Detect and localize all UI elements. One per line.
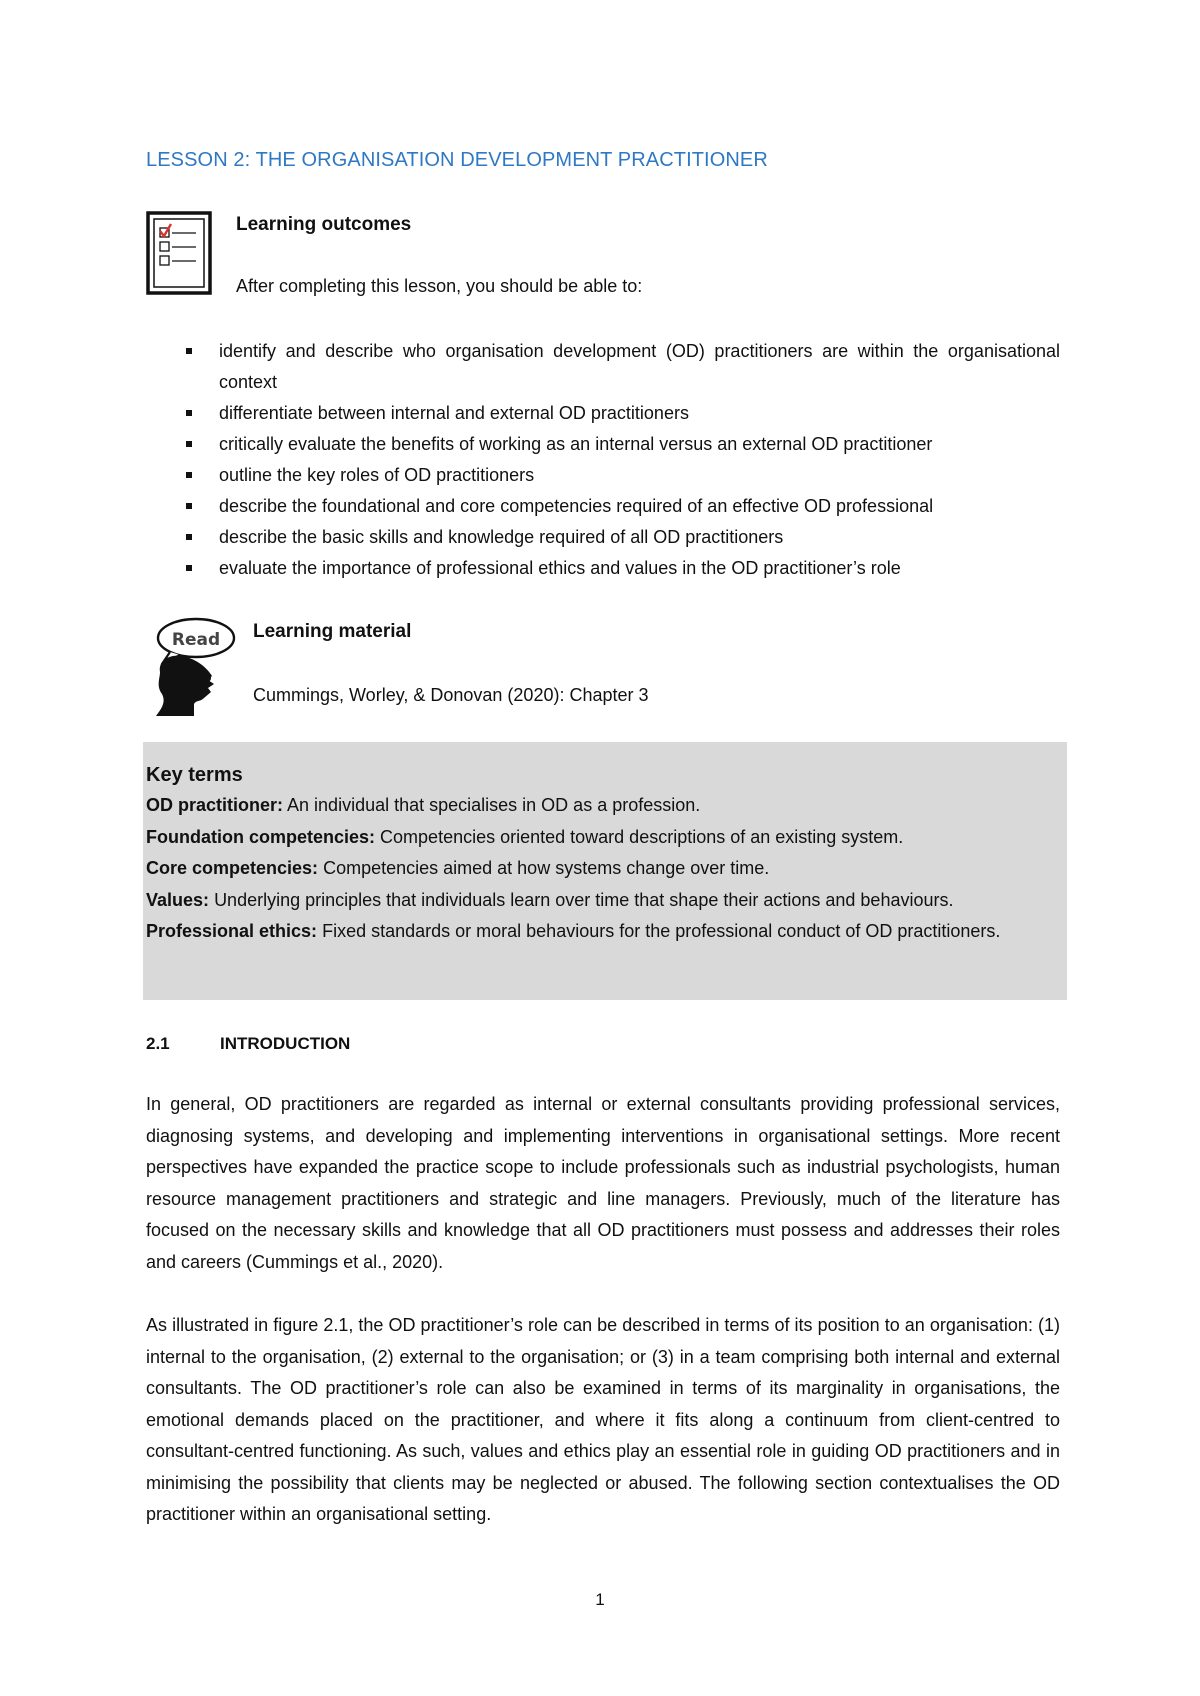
bullet-icon [186, 534, 192, 540]
paragraph: As illustrated in figure 2.1, the OD practitioner’s role can be described in terms of its position to an organisation: (1) internal to the organisation, (2) external to the organisation; or (3) in a team comprising both internal and external consultants. The OD practitioner’s role can also be examined in terms of its marginality in organisations, the emotional demands placed on the practitioner, and where it fits along a continuum from client-centred to consultant-centred functioning. As such, values and ethics play an essential role in guiding OD practitioners and in minimising the possibility that clients may be neglected or abused. The following section contextualises the OD practitioner within an organisational setting. [146, 1315, 1060, 1524]
key-term-name: Core competencies: [146, 858, 319, 878]
key-term [146, 916, 1063, 948]
list-item: describe the basic skills and knowledge required of all OD practitioners [146, 522, 1060, 553]
key-term-definition: An individual that specialises in OD as a profession. [287, 795, 701, 815]
list-item: critically evaluate the benefits of working as an internal versus an external OD practitioner [146, 429, 1060, 460]
key-term-definition: Competencies oriented toward descriptions of an existing system. [380, 826, 904, 847]
key-term [146, 885, 1063, 917]
checklist-icon [146, 211, 212, 295]
paragraph: In general, OD practitioners are regarded as internal or external consultants providing professional services, diagnosing systems, and developing and implementing interventions in organisational settings. More recent perspectives have expanded the practice scope to include professionals such as industrial psychologists, human resource management practitioners and strategic and line managers. Previously, much of the literature has focused on the necessary skills and knowledge that all OD practitioners must possess and addresses their roles and careers (Cummings et al., 2020). [146, 1094, 1060, 1272]
learning-material-reference: Cummings, Worley, & Donovan (2020): Chapter 3 [253, 685, 649, 705]
key-term-name: Values: [146, 889, 210, 910]
section-number: 2.1 [146, 1034, 170, 1053]
learning-outcomes-heading: Learning outcomes [236, 214, 412, 235]
bullet-icon [186, 441, 192, 447]
key-term-name: Professional ethics: [146, 921, 318, 941]
key-terms-heading: Key terms [146, 764, 243, 786]
learning-material-heading: Learning material [253, 621, 412, 642]
key-term-name: Foundation competencies: [146, 826, 376, 847]
page-number: 1 [595, 1590, 605, 1609]
list-item: describe the foundational and core competencies required of an effective OD professional [146, 491, 1060, 522]
key-term [146, 822, 1063, 854]
key-term [146, 790, 1063, 822]
list-item: evaluate the importance of professional ethics and values in the OD practitioner’s role [146, 553, 1060, 584]
key-term-definition: Fixed standards or moral behaviours for the professional conduct of OD practitioners. [322, 921, 1001, 941]
bullet-icon [186, 503, 192, 509]
list-item: differentiate between internal and external OD practitioners [146, 398, 1060, 429]
bullet-icon [186, 565, 192, 571]
list-item: outline the key roles of OD practitioners [146, 460, 1060, 491]
section-heading [146, 1034, 350, 1054]
section-title: INTRODUCTION [220, 1034, 351, 1053]
bullet-icon [186, 348, 192, 354]
bullet-icon [186, 472, 192, 478]
learning-outcomes-intro: After completing this lesson, you should be able to: [236, 276, 643, 296]
key-terms-box [143, 742, 1067, 1000]
read-icon [146, 614, 238, 718]
list-item: identify and describe who organisation development (OD) practitioners are within the organisational context [146, 336, 1060, 398]
key-term-name: OD practitioner: [146, 795, 284, 815]
key-term [146, 853, 1063, 885]
lesson-title: LESSON 2: THE ORGANISATION DEVELOPMENT PRACTITIONER [146, 149, 768, 171]
read-icon-label: Read [171, 630, 221, 650]
key-term-definition: Underlying principles that individuals learn over time that shape their actions and behaviours. [214, 889, 954, 910]
key-term-definition: Competencies aimed at how systems change over time. [323, 858, 770, 878]
learning-outcomes-list [146, 336, 1060, 584]
bullet-icon [186, 410, 192, 416]
